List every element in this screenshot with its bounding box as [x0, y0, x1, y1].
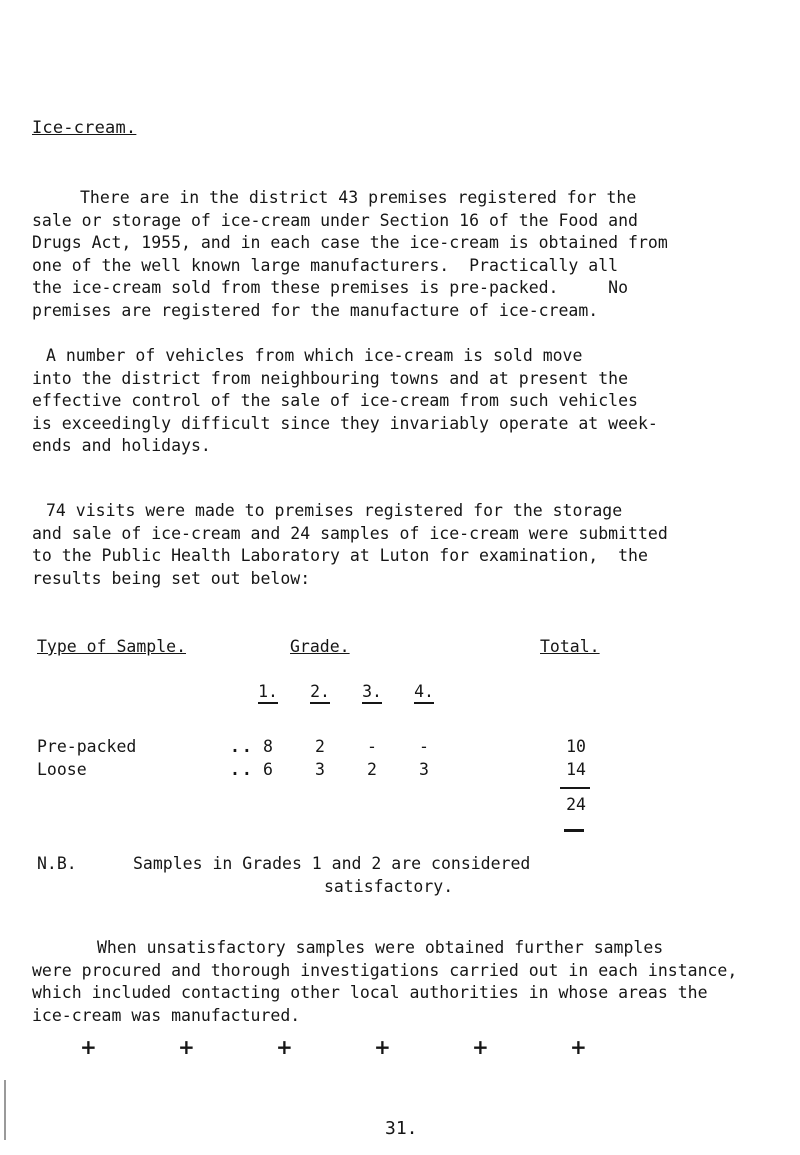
grade-column-4: 4. — [412, 682, 436, 704]
cell-grade-1: 6 — [263, 760, 273, 779]
text-line: 74 visits were made to premises registered for the storage — [46, 501, 623, 520]
grade-column-3: 3. — [360, 682, 384, 704]
row-label: Pre-packed — [37, 737, 137, 756]
cell-grade-4: - — [419, 737, 429, 756]
plus-symbol: + — [570, 1035, 587, 1059]
plus-symbol: + — [276, 1035, 293, 1059]
row-label: Loose — [37, 760, 87, 779]
text-line: and sale of ice-cream and 24 samples of ice-cream were submitted — [32, 523, 668, 543]
cell-grade-1: 8 — [263, 737, 273, 756]
text-line: into the district from neighbouring towns and at present the — [32, 368, 629, 388]
scan-edge-mark — [4, 1080, 6, 1140]
paragraph-visits — [32, 500, 772, 590]
text-line: to the Public Health Laboratory at Luton for examination, the — [32, 546, 648, 566]
text-line: effective control of the sale of ice-cream from such vehicles — [32, 391, 638, 411]
cell-total: 14 — [566, 760, 586, 779]
text-line: one of the well known large manufacturers. Practically all — [32, 255, 619, 275]
note-line-2: satisfactory. — [324, 877, 454, 896]
total-underline — [560, 787, 590, 789]
text-line: Drugs Act, 1955, and in each case the ice-cream is obtained from — [32, 233, 668, 253]
text-line: A number of vehicles from which ice-cream is sold move — [46, 346, 583, 365]
plus-symbol: + — [472, 1035, 489, 1059]
paragraph-unsatisfactory — [32, 937, 772, 1027]
plus-symbol: + — [80, 1035, 97, 1059]
cell-grade-3: 2 — [367, 760, 377, 779]
leader-dots: .. — [230, 760, 254, 779]
text-line: There are in the district 43 premises registered for the — [80, 188, 637, 207]
text-line: results being set out below: — [32, 568, 311, 588]
cell-grade-3: - — [367, 737, 377, 756]
cell-grade-4: 3 — [419, 760, 429, 779]
grand-total: 24 — [566, 795, 586, 814]
section-heading: Ice-cream. — [32, 118, 137, 138]
note-line-1: Samples in Grades 1 and 2 are considered — [133, 854, 531, 873]
text-line: ice-cream was manufactured. — [32, 1005, 301, 1025]
grade-column-1: 1. — [256, 682, 280, 704]
text-line: premises are registered for the manufacture of ice-cream. — [32, 300, 599, 320]
text-line: the ice-cream sold from these premises is pre-packed. No — [32, 278, 629, 298]
section-divider — [80, 1037, 620, 1061]
leader-dots: .. — [230, 737, 254, 756]
header-total: Total. — [540, 637, 600, 656]
header-type-of-sample: Type of Sample. — [37, 637, 187, 656]
double-underline — [564, 829, 584, 832]
text-line: sale or storage of ice-cream under Section 16 of the Food and — [32, 210, 638, 230]
text-line: ends and holidays. — [32, 436, 211, 456]
cell-total: 10 — [566, 737, 586, 756]
text-line: were procured and thorough investigations carried out in each instance, — [32, 960, 738, 980]
text-line: is exceedingly difficult since they invariably operate at week- — [32, 413, 658, 433]
cell-grade-2: 3 — [315, 760, 325, 779]
grade-column-2: 2. — [308, 682, 332, 704]
text-line: When unsatisfactory samples were obtained further samples — [97, 938, 664, 957]
page-number: 31. — [385, 1118, 418, 1139]
header-grade: Grade. — [290, 637, 350, 656]
text-line: which included contacting other local authorities in whose areas the — [32, 983, 708, 1003]
plus-symbol: + — [178, 1035, 195, 1059]
cell-grade-2: 2 — [315, 737, 325, 756]
plus-symbol: + — [374, 1035, 391, 1059]
paragraph-premises — [32, 187, 772, 323]
note-prefix: N.B. — [37, 854, 77, 873]
paragraph-vehicles — [32, 345, 772, 458]
